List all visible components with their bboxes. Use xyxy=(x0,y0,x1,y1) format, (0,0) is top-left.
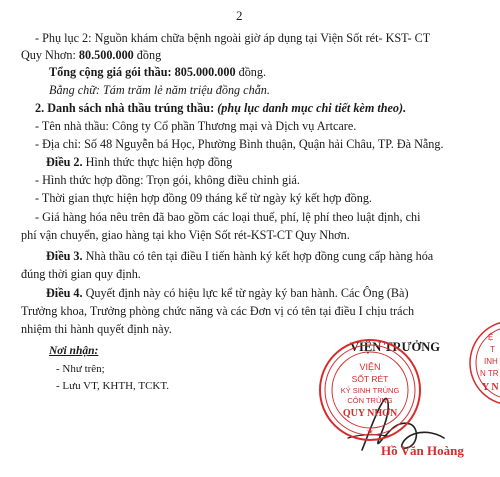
amount: 80.500.000 xyxy=(78,48,134,62)
article-label: Điều 2. xyxy=(46,155,83,169)
signer-name: Hồ Văn Hoàng xyxy=(381,443,464,458)
text-line xyxy=(46,249,433,263)
text-line xyxy=(46,286,409,300)
recipients-title: Nơi nhận: xyxy=(49,345,99,357)
recipient-item: - Lưu VT, KHTH, TCKT. xyxy=(56,380,169,392)
text-line xyxy=(49,65,266,79)
page-number: 2 xyxy=(236,8,243,23)
text-span: Nhà thầu có tên tại điều I tiến hành ký kết hợp đồng cung cấp hàng hóa xyxy=(82,249,434,263)
text-line: Trưởng khoa, Trưởng phòng chức năng và các Đơn vị có tên tại điều I chịu trách xyxy=(21,304,415,318)
seal-text: N TR xyxy=(480,369,499,378)
text-span: đồng xyxy=(133,48,162,62)
article-label: Điều 4. xyxy=(46,286,83,300)
total-amount: 805.000.000 xyxy=(174,65,236,79)
total-label: Tổng cộng giá gói thầu: xyxy=(49,65,175,79)
article-heading xyxy=(46,155,232,169)
text-line: - Thời gian thực hiện hợp đồng 09 tháng kể từ ngày ký kết hợp đồng. xyxy=(35,191,372,205)
text-line: - Tên nhà thầu: Công ty Cổ phần Thương mại và Dịch vụ Artcare. xyxy=(35,119,357,133)
text-line: - Giá hàng hóa nêu trên đã bao gồm các loại thuế, phí, lệ phí theo luật định, chi xyxy=(35,210,421,224)
text-span: (phụ lục danh mục chi tiết kèm theo). xyxy=(217,101,407,115)
seal-text: QUY NHƠN xyxy=(342,408,398,419)
seal-text: Ệ xyxy=(488,333,494,342)
seal-text: Y N xyxy=(482,382,499,393)
partial-seal xyxy=(468,318,500,408)
article-label: Điều 3. xyxy=(46,249,83,263)
section-heading xyxy=(35,101,406,115)
official-seal xyxy=(318,338,422,442)
text-line xyxy=(21,48,161,62)
svg-text:★: ★ xyxy=(366,427,374,436)
signer-title: VIỆN TRƯỞNG xyxy=(350,340,440,354)
text-line: nhiệm thi hành quyết định này. xyxy=(21,322,172,336)
recipient-item: - Như trên; xyxy=(56,363,105,375)
seal-text: VIỆN xyxy=(359,362,381,372)
text-line: - Địa chỉ: Số 48 Nguyễn bá Học, Phường Bình thuận, Quận hải Châu, TP. Đà Nẵng. xyxy=(35,137,444,151)
text-span: Quyết định này có hiệu lực kể từ ngày ký ban hành. Các Ông (Bà) xyxy=(82,286,409,300)
seal-text: INH xyxy=(484,357,498,366)
text-line: - Hình thức hợp đồng: Trọn gói, không điều chỉnh giá. xyxy=(35,173,300,187)
text-line: phí vận chuyển, giao hàng tại kho Viện Sốt rét-KST-CT Quy Nhơn. xyxy=(21,228,350,242)
seal-text: CÔN TRÙNG xyxy=(347,396,393,405)
seal-text: T xyxy=(490,345,495,354)
text-line: đúng thời gian quy định. xyxy=(21,267,141,281)
text-span: Quy Nhơn: xyxy=(21,48,79,62)
text-span: Hình thức thực hiện hợp đồng xyxy=(82,155,233,169)
seal-text: KÝ SINH TRÙNG xyxy=(340,386,400,395)
text-span: đồng. xyxy=(235,65,267,79)
text-line: Bằng chữ: Tám trăm lẻ năm triệu đồng chẵn. xyxy=(49,83,270,97)
seal-text: SỐT RÉT xyxy=(351,374,389,384)
text-line: - Phụ lục 2: Nguồn khám chữa bệnh ngoài giờ áp dụng tại Viện Sốt rét- KST- CT xyxy=(35,31,431,45)
text-span: 2. Danh sách nhà thầu trúng thầu: xyxy=(35,101,218,115)
